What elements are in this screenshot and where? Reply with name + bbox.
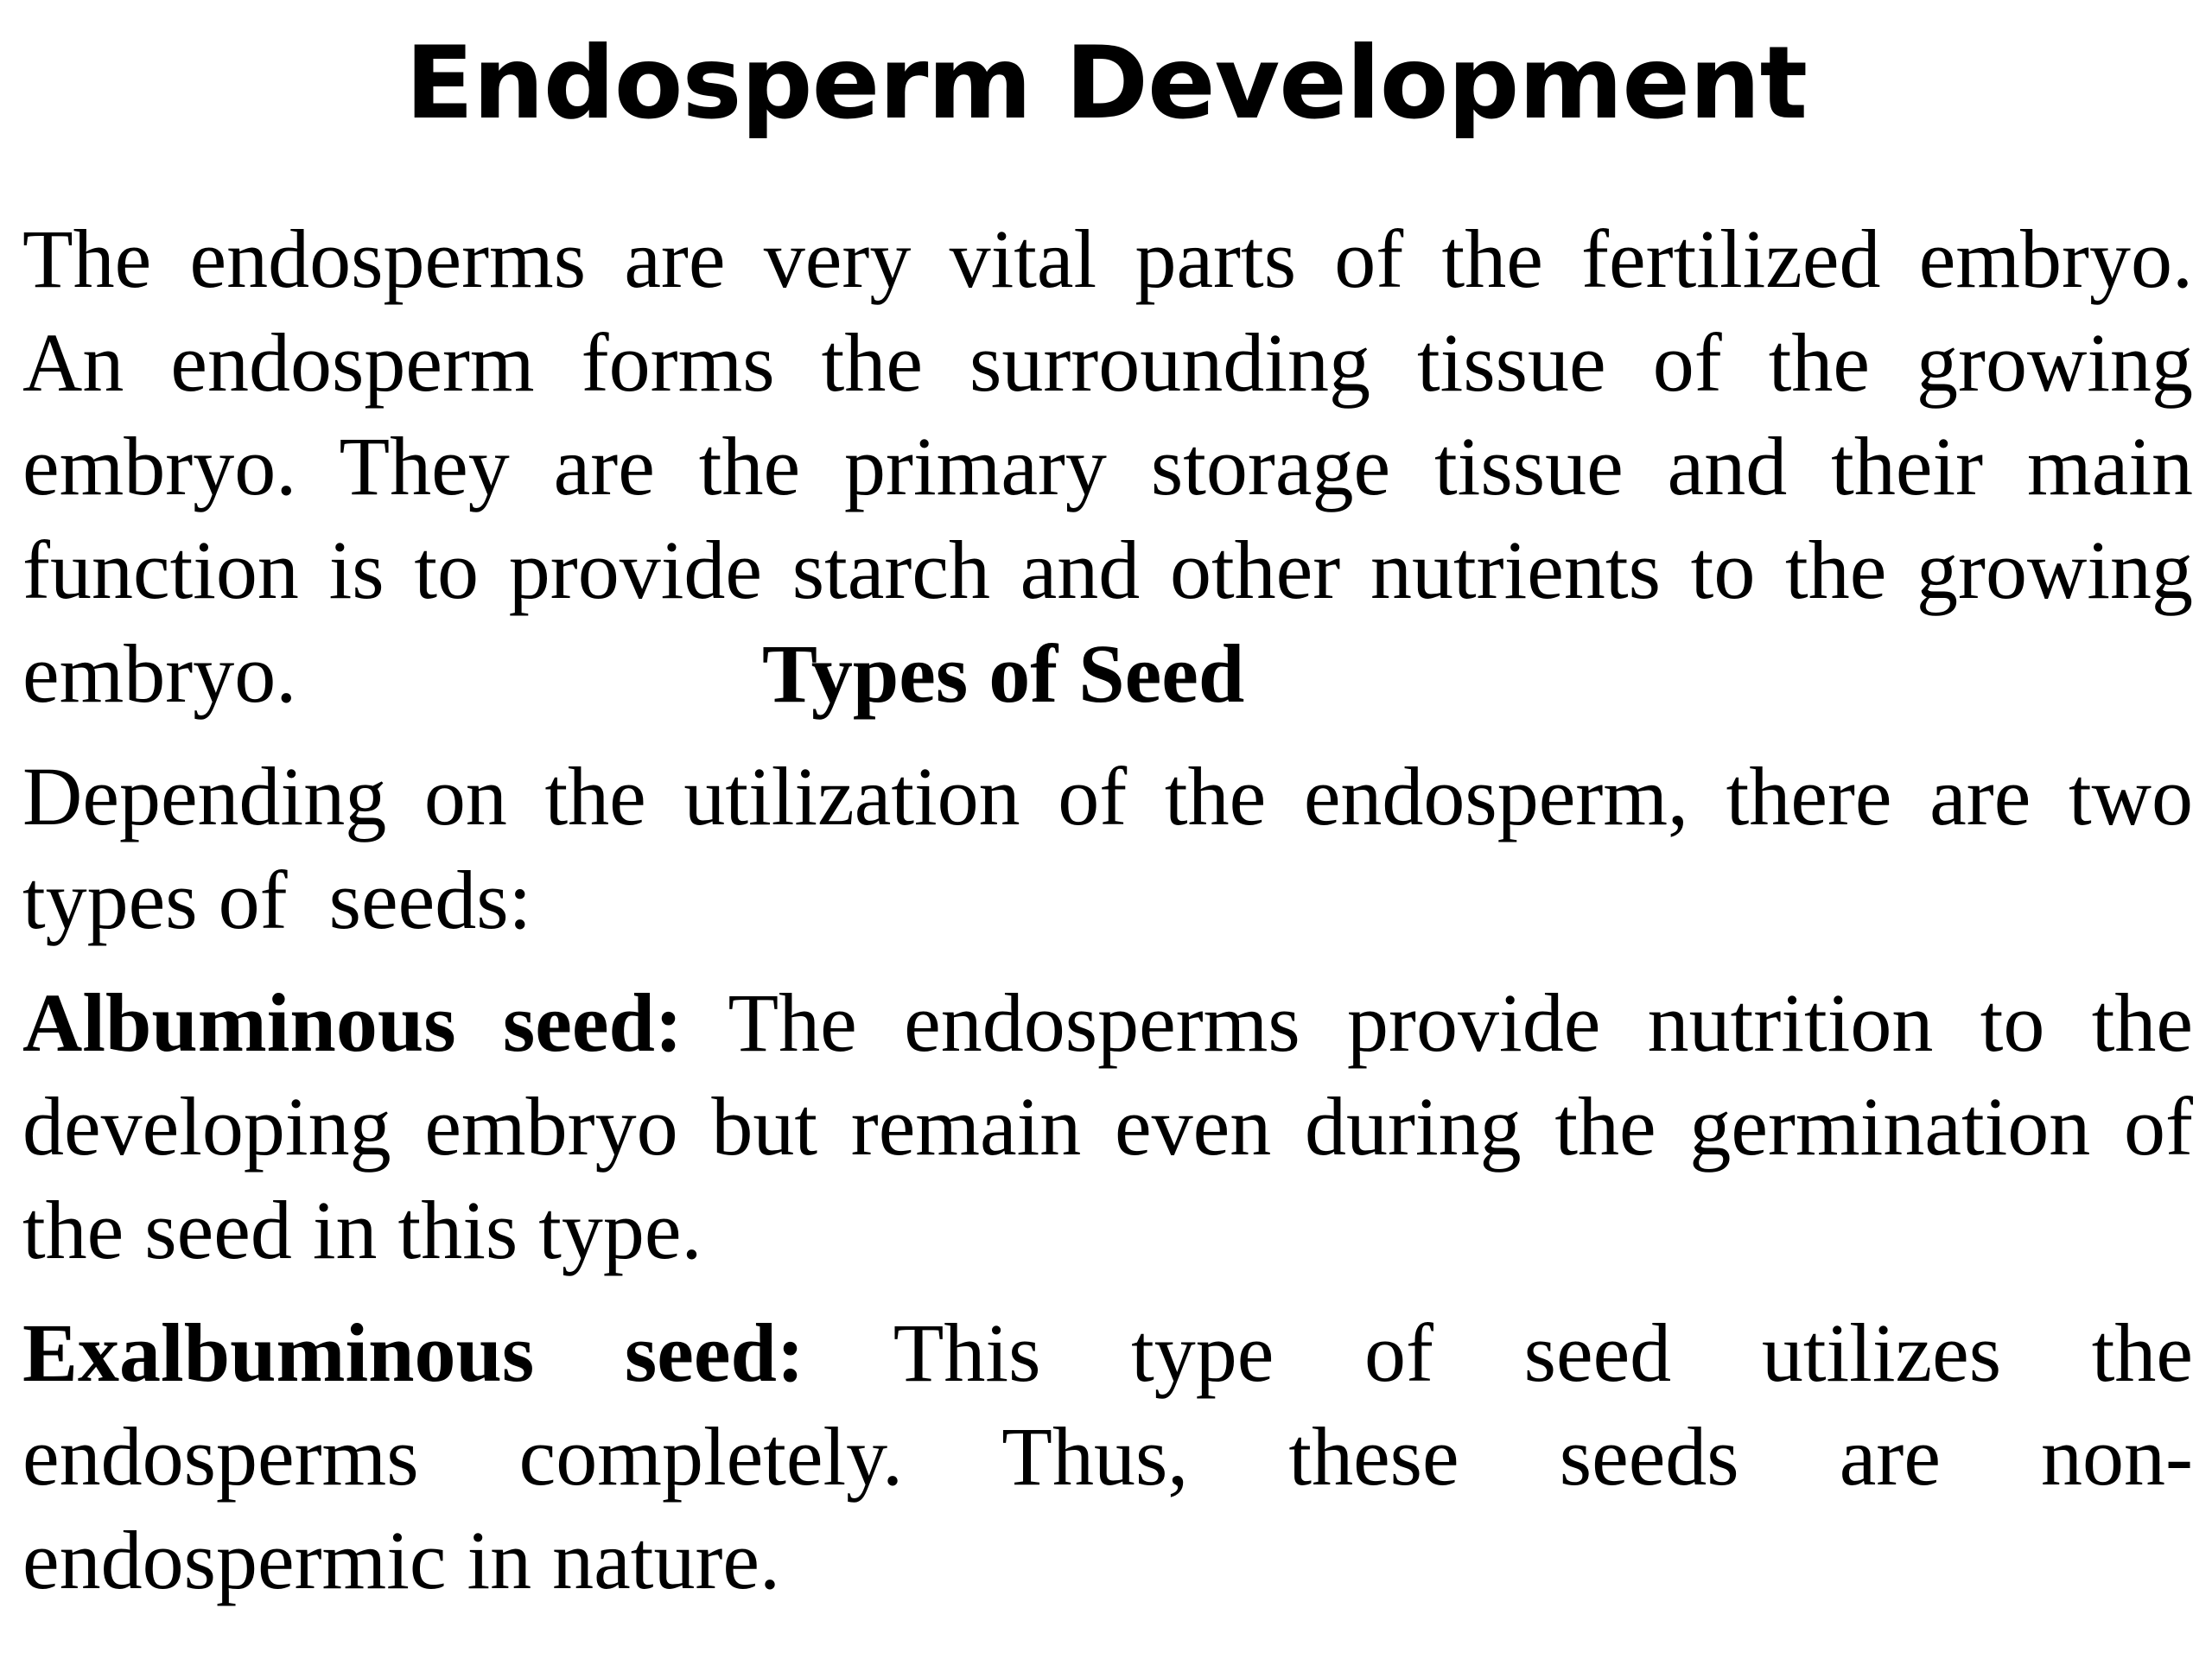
section-heading: Types of Seed <box>762 627 1245 720</box>
intro-line: function is to provide starch and other nutrients to the growing <box>22 524 2193 616</box>
albuminous-first-line-text: The endosperms provide nutrition to the <box>682 976 2194 1069</box>
albuminous-first-line <box>22 971 2193 1075</box>
intro-line: embryo. They are the primary storage tissue and their main <box>22 420 2193 512</box>
types-intro-line: Depending on the utilization of the endosperm, there are two <box>22 750 2193 842</box>
albuminous-last-line: the seed in this type. <box>22 1184 702 1276</box>
exalbuminous-term: Exalbuminous seed: <box>22 1306 804 1399</box>
intro-last-text: embryo. <box>22 627 297 720</box>
exalbuminous-first-line <box>22 1301 2193 1405</box>
types-intro-paragraph <box>22 745 2193 952</box>
intro-paragraph <box>22 207 2193 726</box>
intro-last-line <box>22 622 2193 726</box>
albuminous-term: Albuminous seed: <box>22 976 683 1069</box>
exalbuminous-line: endosperms completely. Thus, these seeds are non- <box>22 1410 2193 1503</box>
exalbuminous-first-line-text: This type of seed utilizes the <box>804 1306 2193 1399</box>
slide-body <box>22 207 2193 1612</box>
exalbuminous-paragraph <box>22 1301 2193 1612</box>
types-intro-last-line: types of seeds: <box>22 854 532 946</box>
exalbuminous-last-line: endospermic in nature. <box>22 1514 781 1606</box>
intro-line: The endosperms are very vital parts of the fertilized embryo. <box>22 213 2193 305</box>
albuminous-paragraph <box>22 971 2193 1282</box>
intro-line: An endosperm forms the surrounding tissue of the growing <box>22 316 2193 409</box>
page-title: Endosperm Development <box>404 25 1808 142</box>
albuminous-line: developing embryo but remain even during the germination of <box>22 1080 2193 1173</box>
